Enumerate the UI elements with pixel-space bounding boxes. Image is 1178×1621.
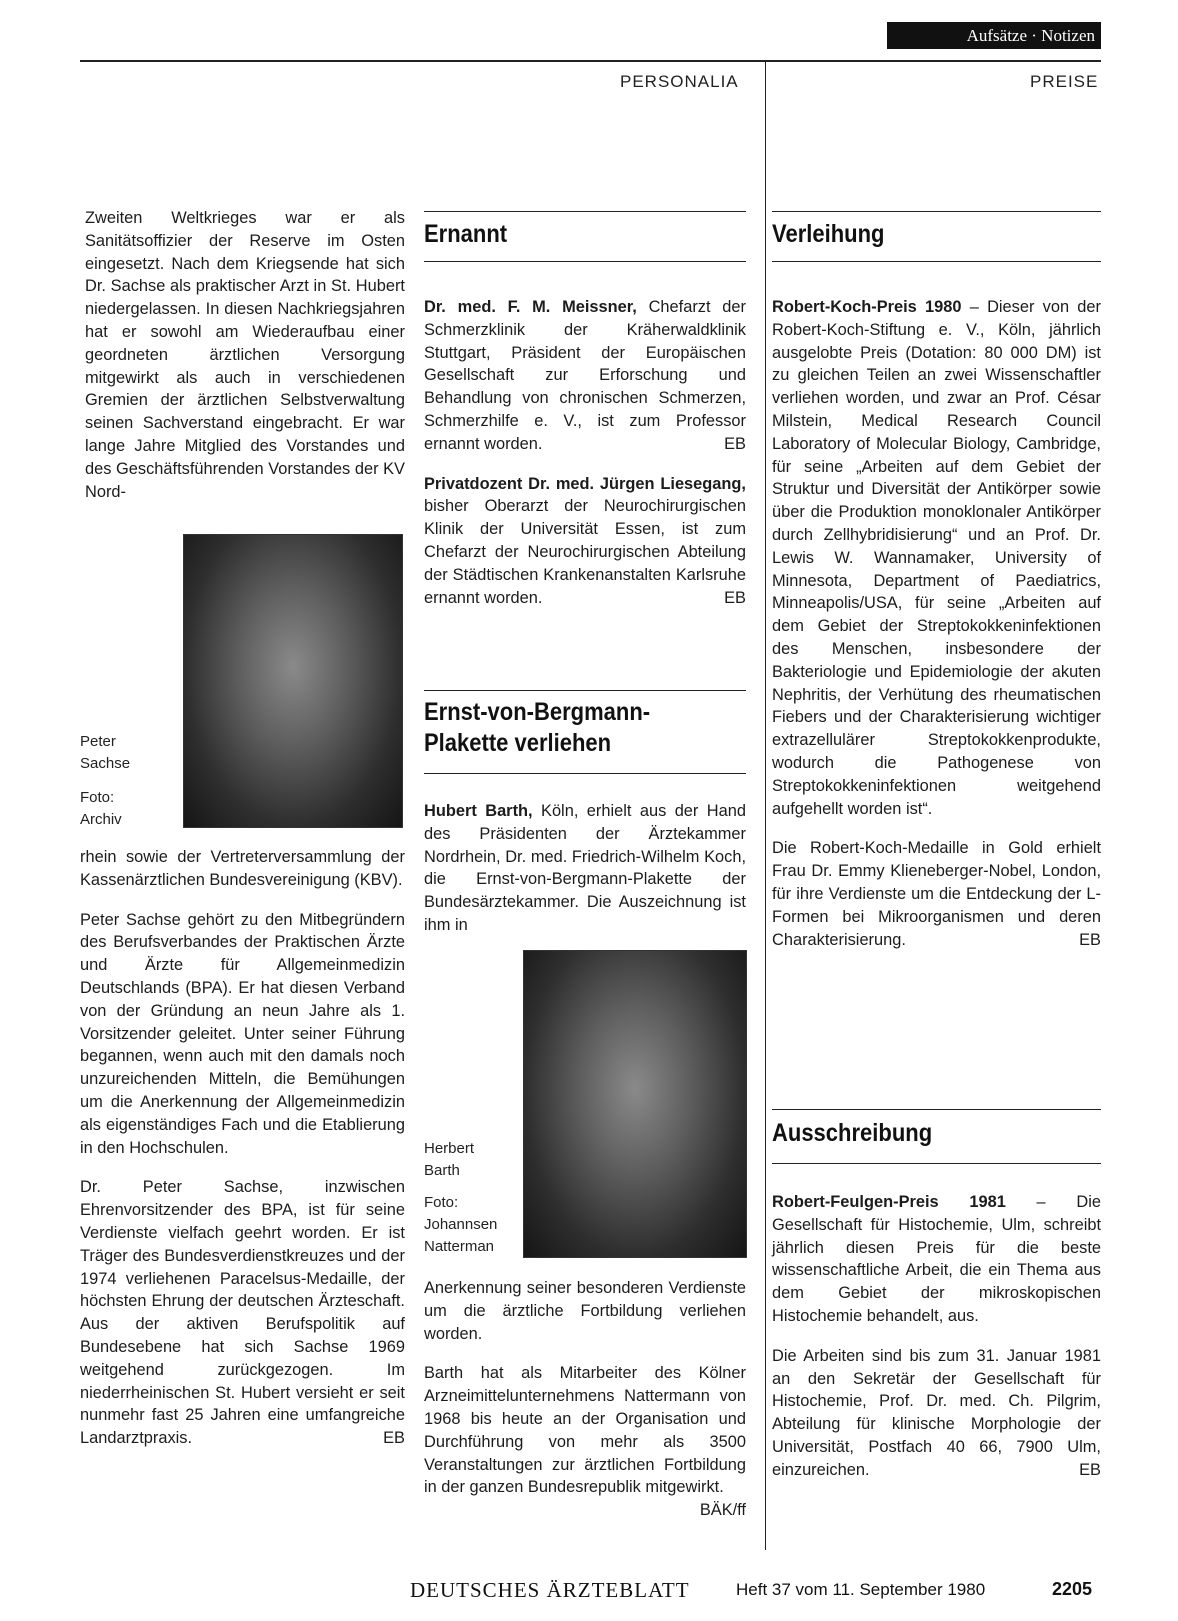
heading-verleihung: Verleihung bbox=[772, 220, 885, 248]
paragraph-text: Barth hat als Mitarbeiter des Kölner Arzneimittelunternehmens Nattermann von 1968 bis heute an der Organisation und Durchführung von mehr als 3500 Veranstaltungen zur ärztlichen Fortbildung in der ganzen Bundesrepublik mitgewirkt. bbox=[424, 1364, 746, 1497]
announcement-text: – Dieser von der Robert-Koch-Stiftung e. V., Köln, jährlich ausgelobte Preis (Dotation: 80 000 DM) ist zu gleichen Teilen an zwei Wissenschaftler verliehen worden, und zwar an Prof. César Milstein, Medical Research Council Laboratory of Molecular Biology, Cambridge, für seine „Arbeiten auf dem Gebiet der Struktur und Diversität der Antikörper sowie über die Produktion monoklonaler Antikörper durch Zellhybridisierung“ und an Prof. Dr. Lewis W. Wannamaker, University of Minnesota, Department of Paediatrics, Minneapolis/USA, für seine „Arbeiten auf dem Gebiet der Streptokokkeninfektionen des Menschen, insbesondere der Bakteriologie und Epidemiologie der akuten Nephritis, der Verhütung des rheumatischen Fiebers und der Charakterisierung wichtiger extrazellulärer Streptokokkenprodukte, wodurch die Pathogenese von Streptokokkeninfektionen weitgehend aufgehellt worden ist“. bbox=[772, 298, 1101, 818]
publication-name: DEUTSCHES ÄRZTEBLATT bbox=[410, 1578, 690, 1602]
portrait-photo-peter-sachse bbox=[183, 534, 403, 828]
column-2-bottom bbox=[424, 1277, 746, 1522]
announcement bbox=[424, 473, 746, 610]
page-number: 2205 bbox=[1052, 1579, 1093, 1599]
paragraph: rhein sowie der Vertreterversammlung der Kassenärztlichen Bundesvereinigung (KBV). bbox=[80, 848, 405, 889]
section-label-preise: PREISE bbox=[1030, 72, 1099, 91]
announcement-text: – Die Gesellschaft für Histochemie, Ulm, schreibt jährlich diesen Preis für die beste wissenschaftliche Arbeit, die ein Thema aus dem Gebiet der mikroskopischen Histochemie behandelt, aus. bbox=[772, 1193, 1101, 1325]
caption-name-line: Peter bbox=[80, 733, 116, 750]
heading-rule bbox=[772, 211, 1101, 212]
author-signature: EB bbox=[1079, 930, 1101, 949]
author-signature: BÄK/ff bbox=[699, 1501, 746, 1520]
heading-rule bbox=[772, 1163, 1101, 1164]
photo-caption-barth bbox=[424, 1138, 524, 1258]
announcement bbox=[772, 296, 1101, 820]
caption-name-line: Sachse bbox=[80, 755, 131, 772]
heading-ausschreibung: Ausschreibung bbox=[772, 1119, 933, 1147]
announcement bbox=[424, 296, 746, 456]
issue-info: Heft 37 vom 11. September 1980 bbox=[736, 1580, 986, 1599]
paragraph bbox=[424, 1362, 746, 1520]
section-badge: Aufsätze · Notizen bbox=[887, 22, 1101, 49]
heading-rule bbox=[424, 261, 746, 262]
heading-line: Ernst-von-Bergmann- bbox=[424, 698, 651, 726]
heading-rule bbox=[424, 690, 746, 691]
author-signature: EB bbox=[724, 434, 746, 453]
caption-credit-line: Foto: bbox=[424, 1194, 459, 1211]
paragraph bbox=[80, 1176, 405, 1450]
announcement bbox=[424, 800, 746, 937]
paragraph-text: Dr. Peter Sachse, inzwischen Ehrenvorsitzender des BPA, ist für seine Verdienste vielfach geehrt worden. Er ist Träger des Bundesverdienstkreuzes und der 1974 verliehenen Paracelsus-Medaille, der höchsten Ehrung der deutschen Ärzteschaft. Aus der aktiven Berufspolitik auf Bundesebene hat sich Sachse 1969 weitgehend zurückgezogen. Im niederrheinischen St. Hubert versieht er seit nunmehr fast 25 Jahren eine umfangreiche Landarztpraxis. bbox=[80, 1178, 405, 1448]
heading-rule bbox=[424, 211, 746, 212]
author-signature: EB bbox=[724, 588, 746, 607]
heading-line: Plakette verliehen bbox=[424, 729, 612, 757]
heading-rule bbox=[424, 773, 746, 774]
paragraph-text: Die Arbeiten sind bis zum 31. Januar 1981 an den Sekretär der Gesellschaft für Histochemie, Prof. Dr. med. Ch. Pilgrim, Abteilung für klinische Morphologie der Universität, Postfach 40 66, 7900 Ulm, einzureichen. bbox=[772, 1346, 1101, 1479]
paragraph-text: Die Robert-Koch-Medaille in Gold erhielt Frau Dr. Emmy Klieneberger-Nobel, London, für ihre Verdienste um die Entdeckung der L-Formen bei Mikroorganismen und deren Charakterisierung. bbox=[772, 839, 1101, 949]
column-divider bbox=[765, 60, 766, 1550]
announcement-name: Dr. med. F. M. Meissner, bbox=[424, 298, 637, 316]
announcement-text: Köln, erhielt aus der Hand des Präsidenten der Ärztekammer Nordrhein, Dr. med. Friedrich-Wilhelm Koch, die Ernst-von-Bergmann-Plakette der Bundesärztekammer. Die Auszeichnung ist ihm in bbox=[424, 802, 746, 934]
author-signature: EB bbox=[1079, 1460, 1101, 1479]
column-2-top bbox=[424, 296, 746, 609]
announcement-text: Chefarzt der Schmerzklinik der Kräherwaldklinik Stuttgart, Präsident der Europäischen Gesellschaft zur Erforschung und Behandlung von chronischen Schmerzen, Schmerzhilfe e. V., ist zum Professor ernannt worden. bbox=[424, 298, 746, 453]
announcement-name: Robert-Koch-Preis 1980 bbox=[772, 298, 962, 316]
section-label-personalia: PERSONALIA bbox=[620, 72, 739, 91]
paragraph: Anerkennung seiner besonderen Verdienste um die ärztliche Fortbildung verliehen worden. bbox=[424, 1279, 746, 1343]
column-3-bottom bbox=[772, 1191, 1101, 1482]
paragraph: Zweiten Weltkrieges war er als Sanitätsoffizier der Reserve im Osten eingesetzt. Nach dem Kriegsende hat sich Dr. Sachse als praktischer Arzt in St. Hubert niedergelassen. In diesen Nachkriegsjahren hat er sowohl am Wiederaufbau einer geordneten ärztlichen Versorgung mitgewirkt als auch in verschiedenen Gremien der ärztlichen Selbstverwaltung seinen Sachverstand eingebracht. Er war lange Jahre Mitglied des Vorstandes und des Geschäftsführenden Vorstandes der KV Nord- bbox=[85, 209, 405, 501]
paragraph bbox=[772, 1345, 1101, 1482]
paragraph bbox=[772, 837, 1101, 951]
heading-bergmann-plakette bbox=[424, 697, 650, 759]
heading-rule bbox=[772, 1109, 1101, 1110]
header-rule bbox=[80, 60, 1101, 62]
announcement-name: Hubert Barth, bbox=[424, 802, 533, 820]
author-signature: EB bbox=[383, 1429, 405, 1448]
photo-caption-sachse bbox=[80, 731, 180, 831]
caption-credit-line: Johannsen bbox=[424, 1216, 498, 1233]
caption-name-line: Herbert bbox=[424, 1140, 475, 1157]
heading-rule bbox=[772, 261, 1101, 262]
caption-credit-line: Natterman bbox=[424, 1238, 495, 1255]
announcement-name: Privatdozent Dr. med. Jürgen Liesegang, bbox=[424, 474, 746, 493]
caption-credit-line: Archiv bbox=[80, 811, 122, 828]
paragraph: Peter Sachse gehört zu den Mitbegründern des Berufsverbandes der Praktischen Ärzte und Ärzte für Allgemeinmedizin Deutschlands (BPA). Er hat diesen Verband von der Gründung an neun Jahre als 1. Vorsitzender geleitet. Unter seiner Führung begannen, wenn auch mit den damals noch unzureichenden Mitteln, die Bemühungen um die Anerkennung der Allgemeinmedizin als eigenständiges Fach und die Etablierung in den Hochschulen. bbox=[80, 910, 405, 1157]
announcement-name: Robert-Feulgen-Preis 1981 bbox=[772, 1193, 1006, 1211]
column-1-top bbox=[85, 207, 405, 503]
column-1-bottom bbox=[80, 846, 405, 1450]
caption-credit-line: Foto: bbox=[80, 789, 115, 806]
announcement-text: bisher Oberarzt der Neurochirurgischen Klinik der Universität Essen, ist zum Chefarzt der Neurochirurgischen Abteilung der Städtischen Krankenanstalten Karlsruhe ernannt worden. bbox=[424, 497, 746, 607]
portrait-photo-hubert-barth bbox=[523, 950, 747, 1258]
caption-name-line: Barth bbox=[424, 1162, 460, 1179]
heading-ernannt: Ernannt bbox=[424, 220, 508, 248]
column-3-top bbox=[772, 296, 1101, 951]
announcement bbox=[772, 1191, 1101, 1328]
column-2-mid bbox=[424, 800, 746, 937]
